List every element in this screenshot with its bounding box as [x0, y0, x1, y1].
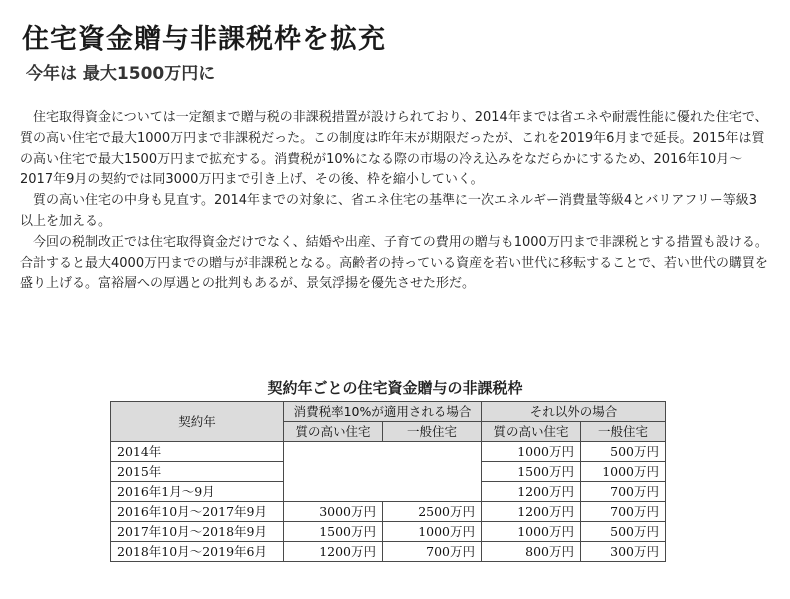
value-cell: 700万円 — [581, 482, 666, 502]
year-cell: 2016年10月～2017年9月 — [111, 502, 284, 522]
headline: 住宅資金贈与非課税枠を拡充 — [22, 24, 386, 55]
value-cell: 300万円 — [581, 542, 666, 562]
value-cell: 1200万円 — [284, 542, 383, 562]
value-cell: 1000万円 — [581, 462, 666, 482]
paragraph: 今回の税制改正では住宅取得資金だけでなく、結婚や出産、子育ての費用の贈与も1000万円まで非課税とする措置も設ける。合計すると最大4000万円までの贈与が非課税となる。高齢者の持っている資産を若い世代に移転することで、若い世代の購買を盛り上げる。富裕層への厚遇との批判もあるが、景気浮揚を優先させた形だ。 — [20, 234, 768, 292]
value-cell: 1500万円 — [482, 462, 581, 482]
subheadline: 今年は 最大1500万円に — [26, 64, 216, 84]
value-cell: 3000万円 — [284, 502, 383, 522]
subheader-high-quality: 質の高い住宅 — [284, 422, 383, 442]
paragraph: 質の高い住宅の中身も見直す。2014年までの対象に、省エネ住宅の基準に一次エネルギー消費量等級4とバリアフリー等級3以上を加える。 — [20, 193, 758, 229]
tax-exemption-table — [110, 401, 666, 562]
table-caption: 契約年ごとの住宅資金贈与の非課税枠 — [267, 379, 523, 397]
year-cell: 2018年10月～2019年6月 — [111, 542, 284, 562]
value-cell: 800万円 — [482, 542, 581, 562]
empty-cell — [284, 442, 482, 502]
subheader-general: 一般住宅 — [581, 422, 666, 442]
year-cell: 2016年1月～9月 — [111, 482, 284, 502]
value-cell: 700万円 — [383, 542, 482, 562]
subheader-general: 一般住宅 — [383, 422, 482, 442]
value-cell: 700万円 — [581, 502, 666, 522]
value-cell: 1000万円 — [383, 522, 482, 542]
subheader-high-quality: 質の高い住宅 — [482, 422, 581, 442]
table-row — [111, 522, 666, 542]
value-cell: 500万円 — [581, 522, 666, 542]
value-cell: 2500万円 — [383, 502, 482, 522]
value-cell: 1200万円 — [482, 502, 581, 522]
value-cell: 1200万円 — [482, 482, 581, 502]
table-header-row — [111, 402, 666, 422]
year-cell: 2017年10月～2018年9月 — [111, 522, 284, 542]
year-column-header: 契約年 — [111, 402, 284, 442]
paragraph: 住宅取得資金については一定額まで贈与税の非課税措置が設けられており、2014年までは省エネや耐震性能に優れた住宅で、質の高い住宅で最大1000万円まで非課税だった。この制度は昨年末が期限だったが、これを2019年6月まで延長。2015年は質の高い住宅で最大1500万円まで拡充する。消費税が10%になる際の市場の冷え込みをなだらかにするため、2016年10月～2017年9月の契約では同3000万円まで引き上げ、その後、枠を縮小していく。 — [20, 110, 768, 188]
value-cell: 1000万円 — [482, 522, 581, 542]
year-cell: 2015年 — [111, 462, 284, 482]
value-cell: 1500万円 — [284, 522, 383, 542]
group-header-other: それ以外の場合 — [482, 402, 666, 422]
group-header-tax10: 消費税率10%が適用される場合 — [284, 402, 482, 422]
year-cell: 2014年 — [111, 442, 284, 462]
table-row — [111, 502, 666, 522]
table-row — [111, 542, 666, 562]
table-row — [111, 442, 666, 462]
article-body — [20, 108, 770, 295]
value-cell: 500万円 — [581, 442, 666, 462]
value-cell: 1000万円 — [482, 442, 581, 462]
